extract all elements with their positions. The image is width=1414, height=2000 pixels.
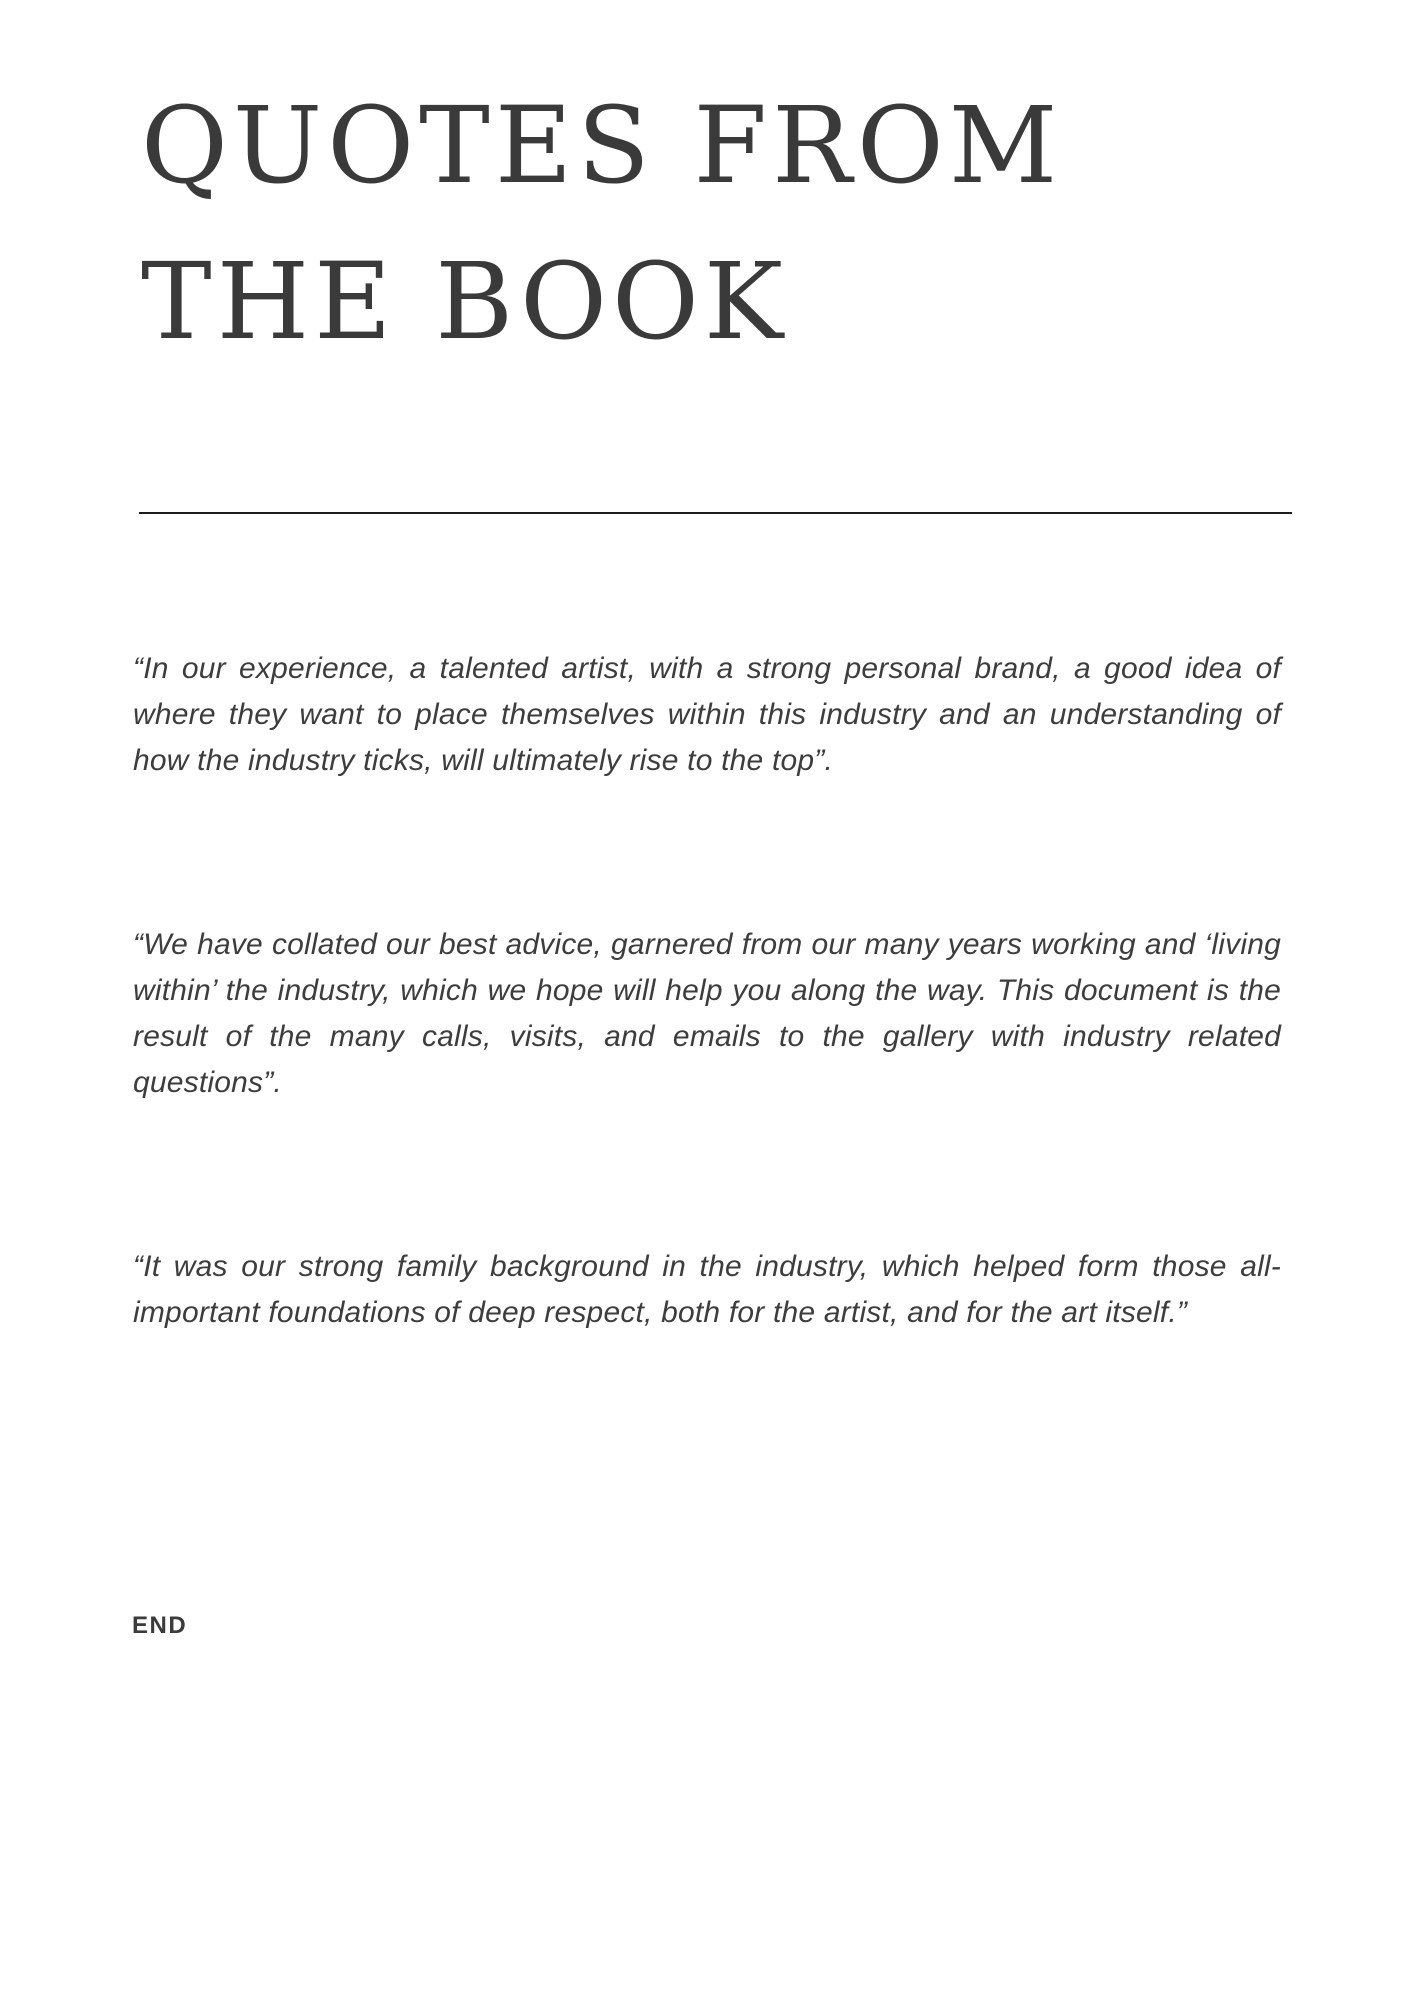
page-title-line-2: THE BOOK <box>141 240 789 363</box>
page-title-line-1: QUOTES FROM <box>141 84 1063 207</box>
quote-paragraph-3: “It was our strong family background in the industry, which helped form those all-important foundations of deep respect, both for the artist, and for the art itself.” <box>133 1250 1281 1329</box>
quotes-section <box>133 646 1281 1336</box>
quote-paragraph-2: “We have collated our best advice, garnered from our many years working and ‘living within’ the industry, which we hope will help you along the way. This document is the result of the many calls, visits, and emails to the gallery with industry related questions”. <box>133 928 1281 1099</box>
end-label: END <box>132 1612 188 1639</box>
divider-line <box>139 512 1292 514</box>
page-title <box>141 68 1062 380</box>
quote-paragraph-1: “In our experience, a talented artist, with a strong personal brand, a good idea of where they want to place themselves within this industry and an understanding of how the industry ticks, will ultimately rise to the top”. <box>133 652 1281 777</box>
